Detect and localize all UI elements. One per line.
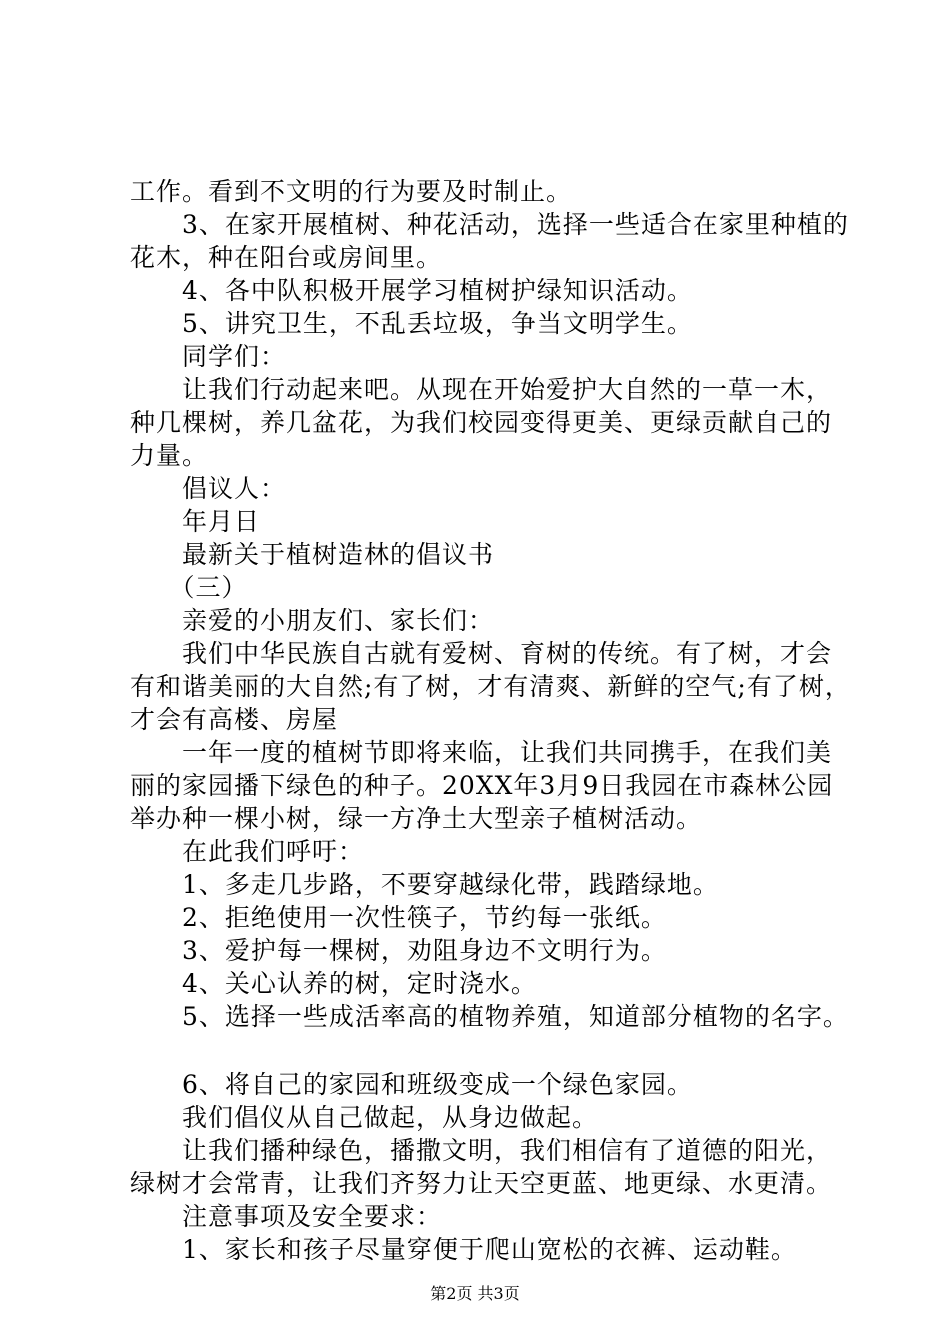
- salutation: 亲爱的小朋友们、家长们：: [130, 606, 495, 635]
- body-line: 力量。: [130, 441, 209, 470]
- body-line: 5、讲究卫生，不乱丢垃圾，争当文明学生。: [130, 309, 693, 338]
- list-item: 1、多走几步路，不要穿越绿化带，践踏绿地。: [130, 870, 719, 899]
- body-line: 年月日: [130, 507, 261, 536]
- body-line: 3、在家开展植树、种花活动，选择一些适合在家里种植的: [130, 210, 849, 239]
- body-line: 同学们：: [130, 342, 287, 371]
- body-line: 在此我们呼吁：: [130, 837, 365, 866]
- body-line: 工作。看到不文明的行为要及时制止。: [130, 177, 573, 206]
- list-item: 4、关心认养的树，定时浇水。: [130, 969, 537, 998]
- body-line: 有和谐美丽的大自然;有了树，才有清爽、新鲜的空气;有了树，: [130, 672, 851, 701]
- body-line: 让我们行动起来吧。从现在开始爱护大自然的一草一木，: [130, 375, 833, 404]
- section-title: 最新关于植树造林的倡议书: [130, 540, 495, 569]
- body-line: 4、各中队积极开展学习植树护绿知识活动。: [130, 276, 693, 305]
- body-line: 丽的家园播下绿色的种子。20XX年3月9日我园在市森林公园: [130, 771, 834, 800]
- list-item: 6、将自己的家园和班级变成一个绿色家园。: [130, 1070, 693, 1099]
- list-item: 3、爱护每一棵树，劝阻身边不文明行为。: [130, 936, 667, 965]
- body-line: 注意事项及安全要求：: [130, 1202, 443, 1231]
- body-line: 绿树才会常青，让我们齐努力让天空更蓝、地更绿、水更清。: [130, 1169, 833, 1198]
- body-line: 我们中华民族自古就有爱树、育树的传统。有了树，才会: [130, 639, 833, 668]
- list-item: 5、选择一些成活率高的植物养殖，知道部分植物的名字。: [130, 1002, 849, 1031]
- body-line: 举办种一棵小树，绿一方净土大型亲子植树活动。: [130, 804, 703, 833]
- body-line: 倡议人：: [130, 474, 287, 503]
- page-number-footer: 第2页 共3页: [430, 1284, 520, 1303]
- list-item: 1、家长和孩子尽量穿便于爬山宽松的衣裤、运动鞋。: [130, 1235, 797, 1264]
- body-line: 让我们播种绿色，播撒文明，我们相信有了道德的阳光，: [130, 1136, 833, 1165]
- section-number: （三）: [130, 573, 248, 602]
- body-line: 花木，种在阳台或房间里。: [130, 243, 443, 272]
- list-item: 2、拒绝使用一次性筷子，节约每一张纸。: [130, 903, 667, 932]
- body-line: 我们倡仪从自己做起，从身边做起。: [130, 1103, 599, 1132]
- body-line: 种几棵树，养几盆花，为我们校园变得更美、更绿贡献自己的: [130, 408, 833, 437]
- body-line: 才会有高楼、房屋: [130, 705, 339, 734]
- body-line: 一年一度的植树节即将来临，让我们共同携手，在我们美: [130, 738, 833, 767]
